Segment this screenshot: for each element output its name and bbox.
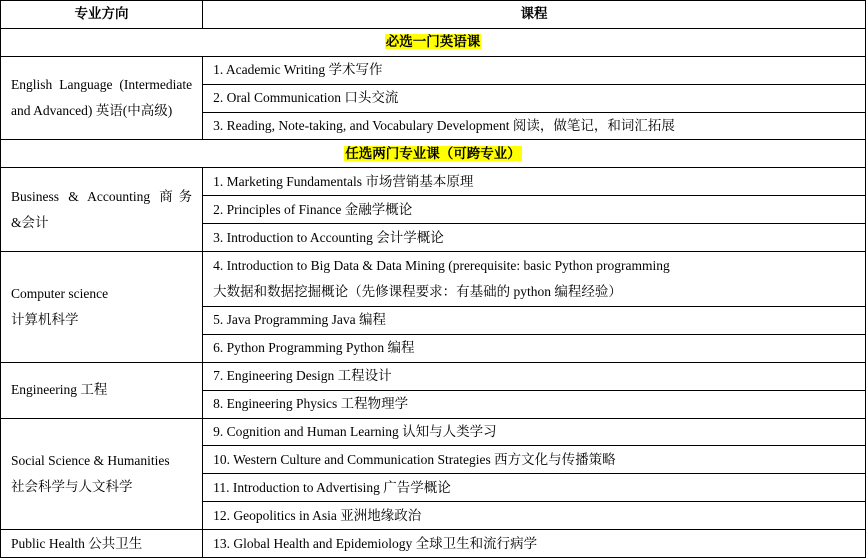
direction-line: Engineering 工程 — [11, 382, 108, 398]
course-cell: 3. Reading, Note-taking, and Vocabulary Development 阅读，做笔记，和词汇拓展 — [203, 112, 866, 140]
section-row-english — [1, 28, 866, 56]
direction-cell — [1, 56, 203, 140]
direction-cell — [1, 418, 203, 530]
header-direction: 专业方向 — [1, 1, 203, 29]
course-cell: 1. Academic Writing 学术写作 — [203, 56, 866, 84]
header-row — [1, 1, 866, 29]
direction-line: Social Science & Humanities — [11, 452, 170, 468]
course-cell: 7. Engineering Design 工程设计 — [203, 362, 866, 390]
course-cell: 5. Java Programming Java 编程 — [203, 307, 866, 335]
direction-cell — [1, 362, 203, 418]
course-cell: 8. Engineering Physics 工程物理学 — [203, 390, 866, 418]
course-cell: 13. Global Health and Epidemiology 全球卫生和流行病学 — [203, 530, 866, 558]
section-row-electives — [1, 140, 866, 168]
course-cell: 1. Marketing Fundamentals 市场营销基本原理 — [203, 168, 866, 196]
course-cell: 2. Oral Communication 口头交流 — [203, 84, 866, 112]
course-cell: 11. Introduction to Advertising 广告学概论 — [203, 474, 866, 502]
direction-line: Business & Accounting 商务 — [11, 188, 193, 204]
direction-cell — [1, 530, 203, 558]
table-row — [1, 168, 866, 196]
table-row — [1, 56, 866, 84]
table-row — [1, 530, 866, 558]
table-row — [1, 418, 866, 446]
course-line: 大数据和数据挖掘概论（先修课程要求：有基础的 python 编程经验） — [213, 284, 622, 300]
course-cell: 9. Cognition and Human Learning 认知与人类学习 — [203, 418, 866, 446]
course-line: 4. Introduction to Big Data & Data Mining (prerequisite: basic Python programming — [213, 258, 670, 274]
course-cell: 6. Python Programming Python 编程 — [203, 334, 866, 362]
course-cell: 2. Principles of Finance 金融学概论 — [203, 196, 866, 224]
direction-line: 计算机科学 — [11, 311, 79, 327]
course-cell-multiline — [203, 252, 866, 307]
section-title-electives: 任选两门专业课（可跨专业） — [345, 145, 521, 161]
direction-cell — [1, 168, 203, 252]
header-courses: 课程 — [203, 1, 866, 29]
course-cell: 12. Geopolitics in Asia 亚洲地缘政治 — [203, 502, 866, 530]
direction-cell — [1, 252, 203, 363]
direction-line: and Advanced) 英语(中高级) — [11, 103, 173, 119]
direction-line: English Language (Intermediate — [11, 77, 193, 93]
direction-line: Computer science — [11, 285, 109, 301]
section-title-required: 必选一门英语课 — [385, 34, 481, 50]
table-row — [1, 252, 866, 307]
direction-line: &会计 — [11, 214, 49, 230]
direction-line: Public Health 公共卫生 — [11, 535, 143, 551]
table-row — [1, 362, 866, 390]
direction-line: 社会科学与人文科学 — [11, 478, 133, 494]
course-cell: 10. Western Culture and Communication Strategies 西方文化与传播策略 — [203, 446, 866, 474]
course-cell: 3. Introduction to Accounting 会计学概论 — [203, 224, 866, 252]
